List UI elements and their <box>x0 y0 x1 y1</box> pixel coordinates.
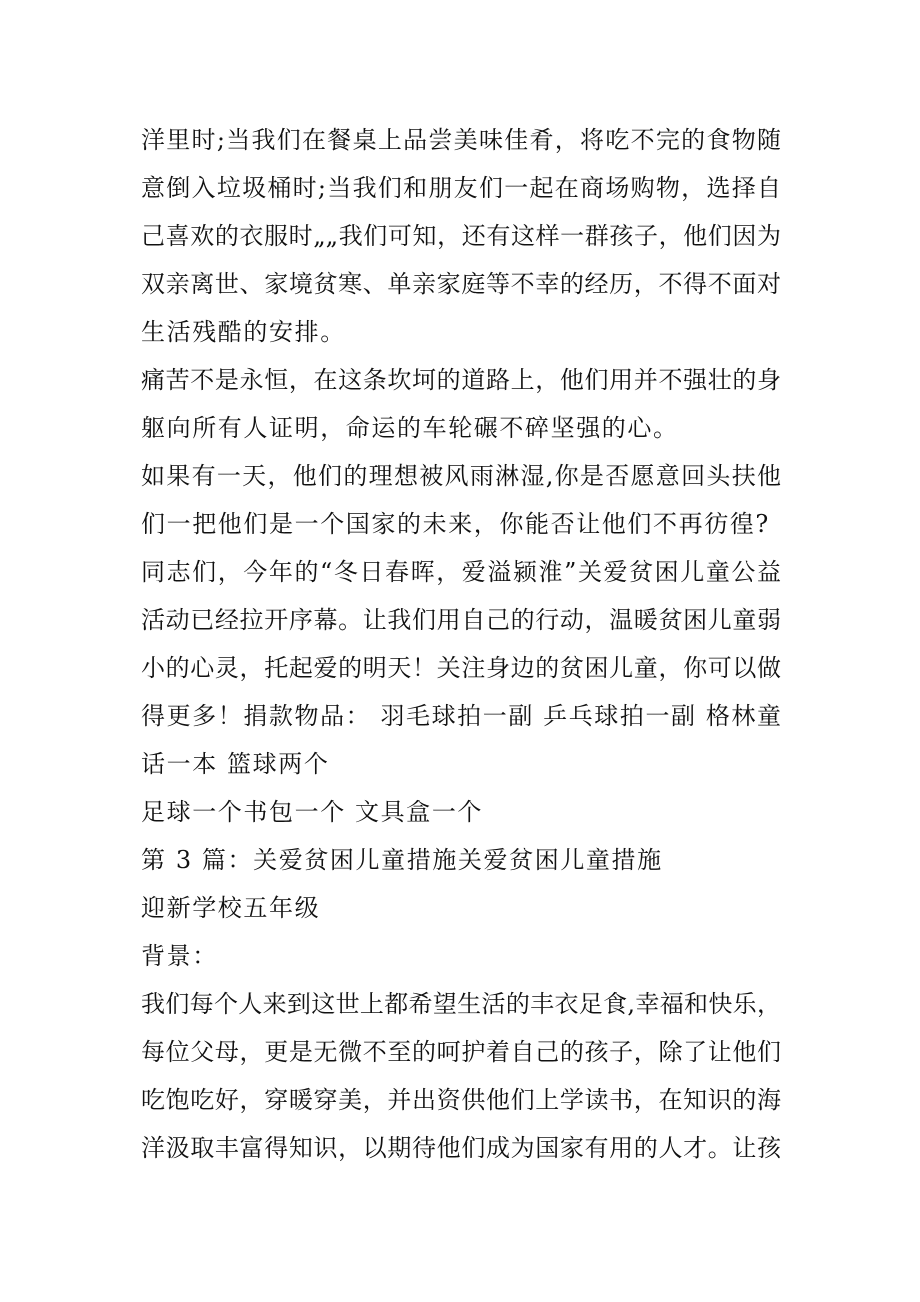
text-line: 吃饱吃好，穿暖穿美，并出资供他们上学读书，在知识的海 <box>141 1086 781 1114</box>
text-line: 如果有一天，他们的理想被风雨淋湿,你是否愿意回头扶他 <box>141 462 781 490</box>
text-line: 己喜欢的衣服时„„我们可知，还有这样一群孩子，他们因为 <box>141 222 781 250</box>
text-line: 痛苦不是永恒，在这条坎坷的道路上，他们用并不强壮的身 <box>141 366 781 394</box>
text-line: 背景： <box>141 942 218 970</box>
document-body <box>141 116 781 1172</box>
text-line: 洋里时;当我们在餐桌上品尝美味佳肴，将吃不完的食物随 <box>141 126 781 154</box>
text-line: 意倒入垃圾桶时;当我们和朋友们一起在商场购物，选择自 <box>141 174 781 202</box>
text-line: 迎新学校五年级 <box>141 894 321 922</box>
text-line: 活动已经拉开序幕。让我们用自己的行动，温暖贫困儿童弱 <box>141 606 781 634</box>
text-line: 第 3 篇：关爱贫困儿童措施关爱贫困儿童措施 <box>141 846 663 874</box>
text-line: 小的心灵，托起爱的明天！关注身边的贫困儿童，你可以做 <box>141 654 781 682</box>
text-line: 得更多！捐款物品： 羽毛球拍一副 乒乓球拍一副 格林童 <box>141 702 781 730</box>
text-line: 生活残酷的安排。 <box>141 318 346 346</box>
text-line: 足球一个书包一个 文具盒一个 <box>141 798 484 826</box>
text-line: 每位父母，更是无微不至的呵护着自己的孩子，除了让他们 <box>141 1038 781 1066</box>
text-line: 话一本 篮球两个 <box>141 750 330 778</box>
text-line: 同志们，今年的“冬日春晖，爱溢颍淮”关爱贫困儿童公益 <box>141 558 781 586</box>
text-line: 们一把他们是一个国家的未来，你能否让他们不再彷徨? <box>141 510 770 538</box>
text-line: 双亲离世、家境贫寒、单亲家庭等不幸的经历，不得不面对 <box>141 270 781 298</box>
text-line: 躯向所有人证明，命运的车轮碾不碎坚强的心。 <box>141 414 679 442</box>
text-line: 洋汲取丰富得知识，以期待他们成为国家有用的人才。让孩 <box>141 1134 781 1162</box>
text-line: 我们每个人来到这世上都希望生活的丰衣足食,幸福和快乐， <box>141 990 781 1018</box>
